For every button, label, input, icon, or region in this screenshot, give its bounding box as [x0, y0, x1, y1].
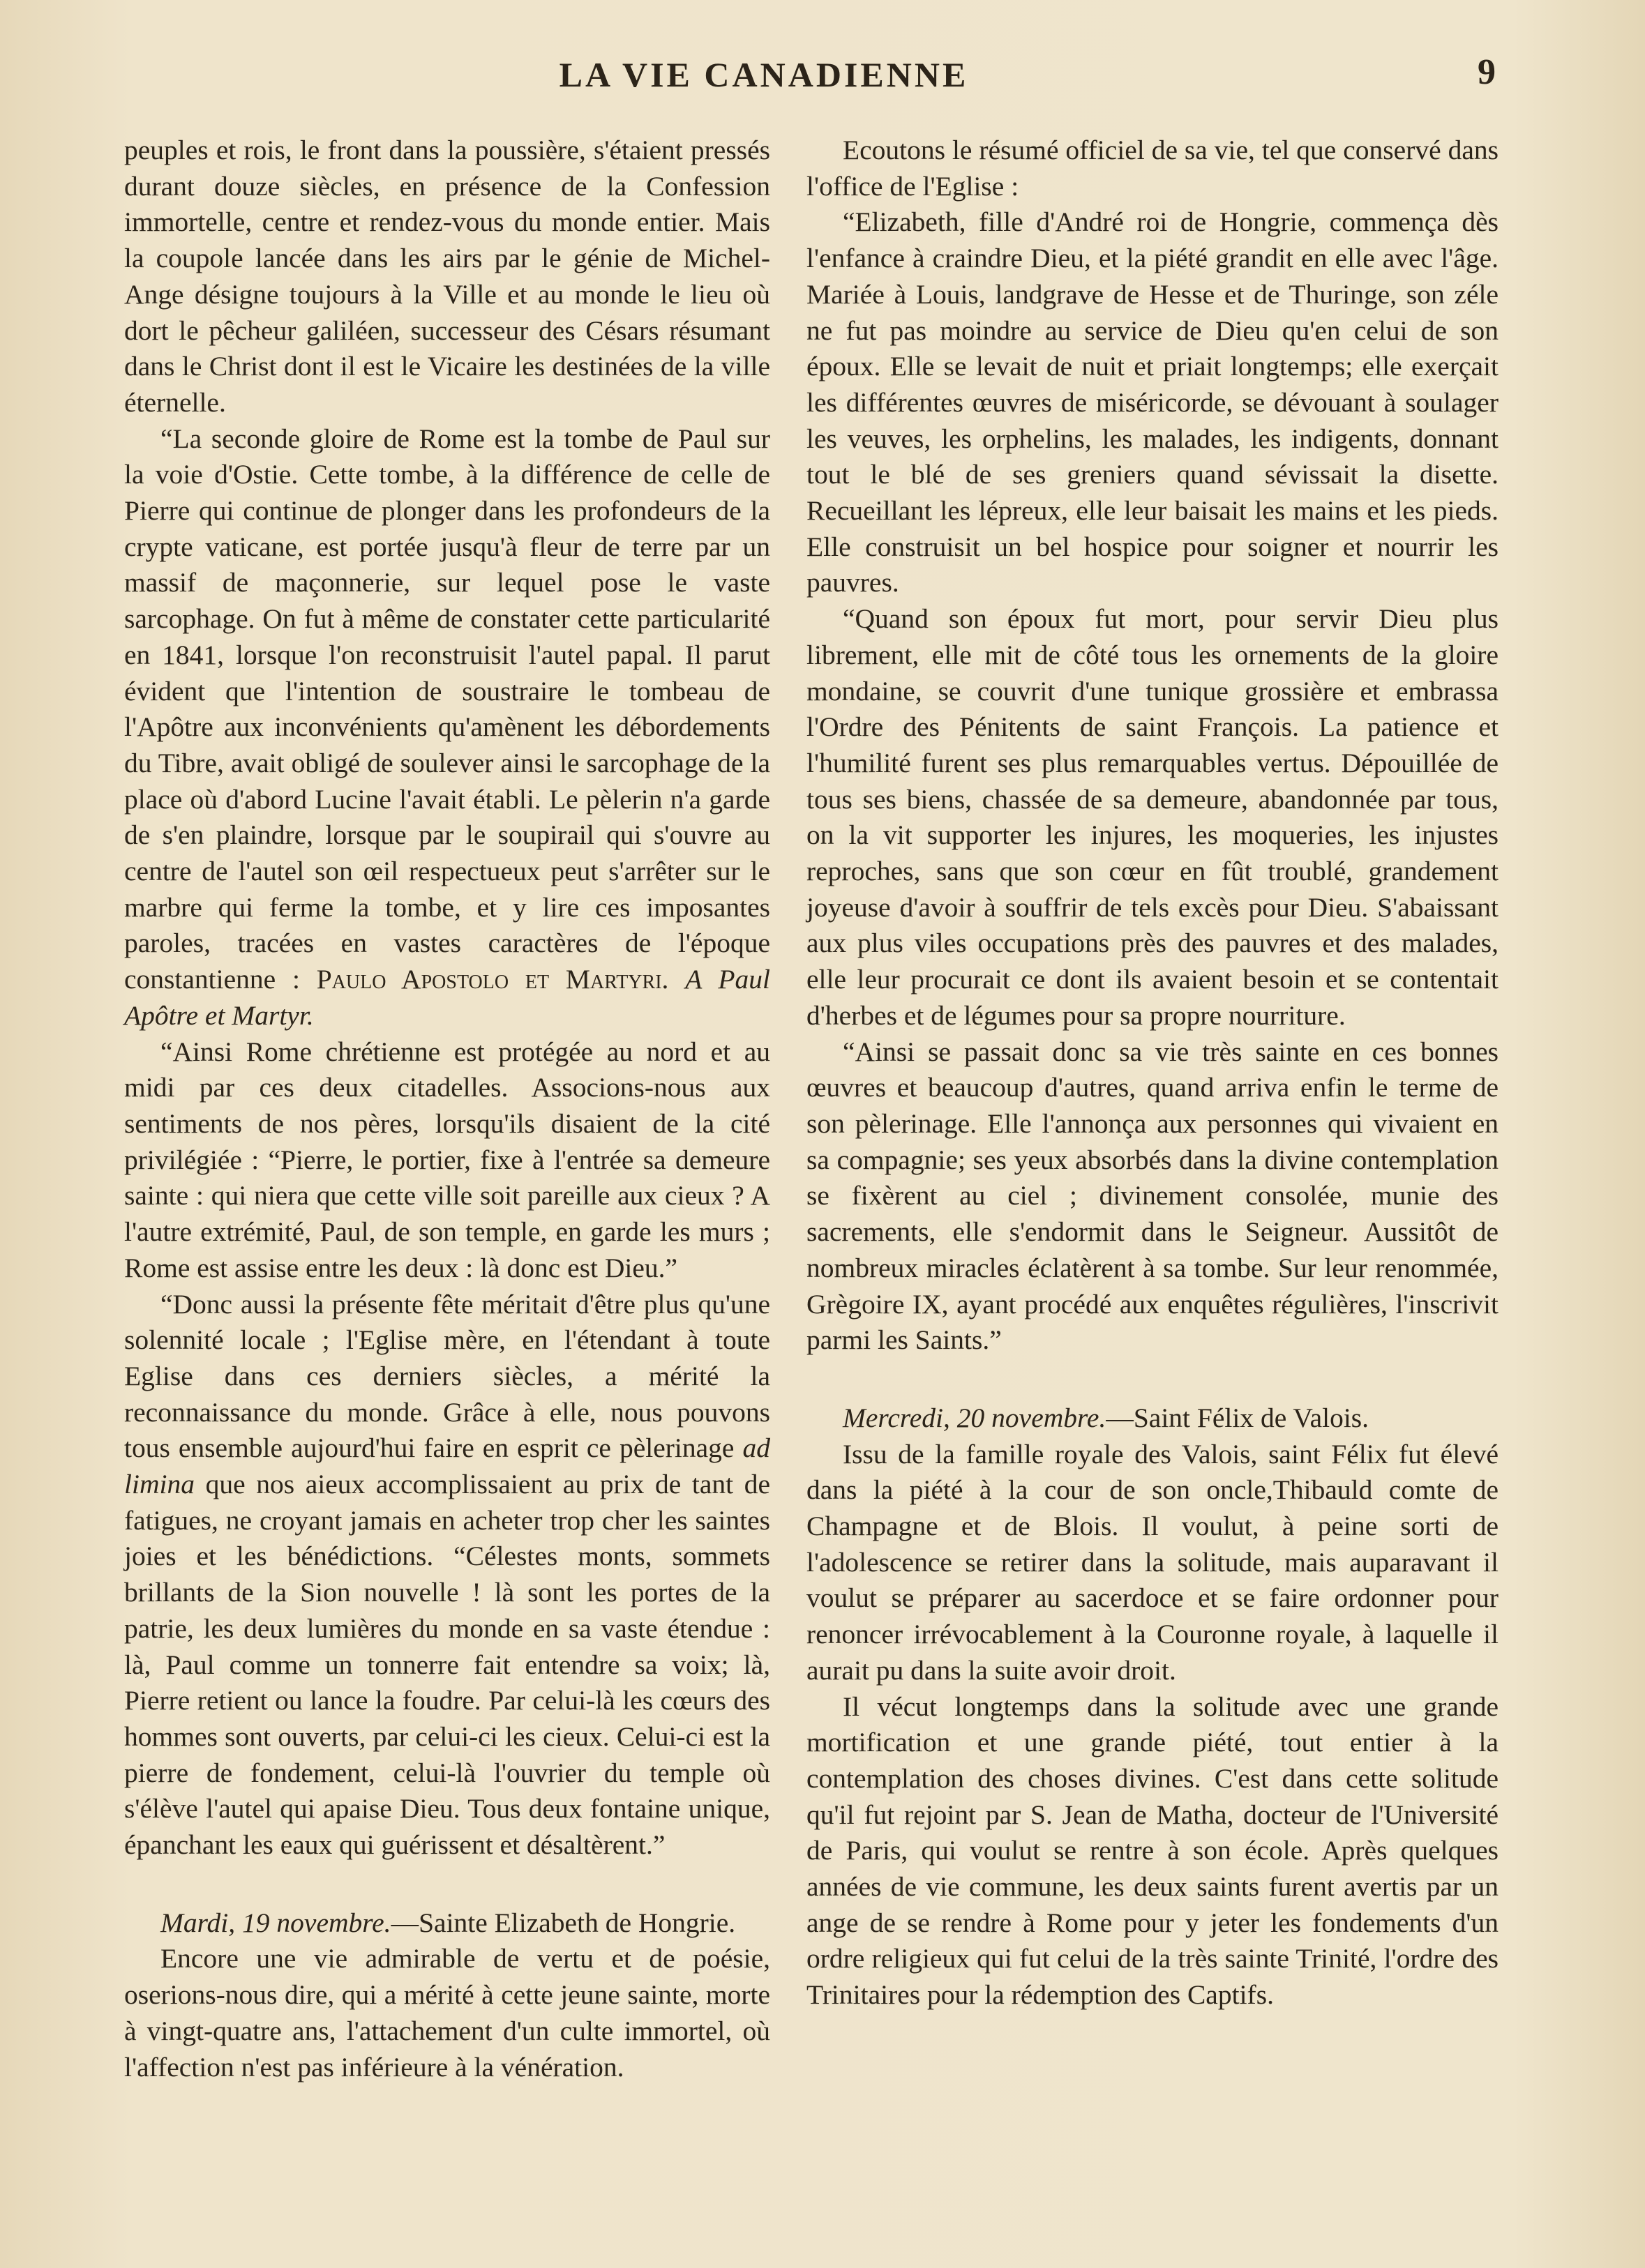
inscription-translation: A Paul Apôtre et Martyr. [124, 964, 770, 1031]
page-header [0, 54, 1645, 110]
paragraph-felix-origins: Issu de la famille royale des Valois, saint Félix fut élevé dans la piété à la cour de son oncle,Thibauld comte de Champagne et de Blois. Il voulut, à peine sorti de l'adolescence se retirer dans la solitude, mais auparavant il voulut se préparer au sacerdoce et se faire ordonner pour renoncer irrévocablement à la Couronne royale, à laquelle il aurait pu dans la suite avoir droit. [806, 1438, 1498, 1686]
paragraph-text: “La seconde gloire de Rome est la tombe de Paul sur la voie d'Ostie. Cette tombe, à la différence de celle de Pierre qui continue de plonger dans les profondeurs de la crypte vaticane, est portée jusqu'à fleur de terre par un massif de maçonnerie, sur lequel pose le vaste sarcophage. On fut à même de constater cette particularité en 1841, lorsque l'on reconstruisit l'autel papal. Il parut évident que l'intention de soustraire le tombeau de l'Apôtre aux inconvénients qu'amènent les débordements du Tibre, avait obligé de soulever ainsi le sarcophage de la place où d'abord Lucine l'avait établi. Le pèlerin n'a garde de s'en plaindre, lorsque par le soupirail qui s'ouvre au centre de l'autel son œil respectueux peut s'arrêter sur le marbre qui ferme la tombe, et y lire ces imposantes paroles, tracées en vastes caractères de l'époque constantienne : [124, 423, 770, 995]
feast-saint: —Saint Félix de Valois. [1106, 1402, 1369, 1433]
paragraph-elizabeth-widow: “Quand son époux fut mort, pour servir Dieu plus librement, elle mit de côté tous les ornements de la gloire mondaine, se couvrit d'une tunique grossière et embrassa l'Ordre des Pénitents de saint François. La patience et l'humilité furent ses plus remarquables vertus. Dépouillée de tous ses biens, chassée de sa demeure, abandonnée par tous, on la vit supporter les injures, les moqueries, les injustes reproches, sans que son cœur en fût troublé, grandement joyeuse d'avoir à souffrir de tels excès pour Dieu. S'abaissant aux plus viles occupations près des pauvres et des malades, elle leur procurait ce dont ils avaient besoin et se contentait d'herbes et de légumes pour sa propre nourriture. [806, 603, 1498, 1031]
paragraph-text: “Donc aussi la présente fête méritait d'être plus qu'une solennité locale ; l'Eglise mère, en l'étendant à toute Eglise dans ces derniers siècles, a mérité la reconnaissance du monde. Grâce à elle, nous pouvons tous ensemble aujourd'hui faire en esprit ce pèlerinage [124, 1288, 770, 1464]
paragraph-text: que nos aieux accomplissaient au prix de tant de fatigues, ne croyant jamais en acheter trop cher les saintes joies et les bénédictions. “Célestes monts, sommets brillants de la Sion nouvelle ! là sont les portes de la patrie, les deux lumières du monde en sa vaste étendue : là, Paul comme un tonnerre fait entendre sa voix; là, Pierre retient ou lance la foudre. Par celui-là les cœurs des hommes sont ouverts, par celui-ci les cieux. Celui-ci est la pierre de fondement, celui-là l'ouvrier du temple où s'élève l'autel qui apaise Dieu. Tous deux fontaine unique, épanchant les eaux qui guérissent et désaltèrent.” [124, 1469, 770, 1861]
paragraph-felix-solitude: Il vécut longtemps dans la solitude avec une grande mortification et une grande piété, tout entier à la contemplation des choses divines. C'est dans cette solitude qu'il fut rejoint par S. Jean de Matha, docteur de l'Université de Paris, qui voulut se rentre à son école. Après quelques années de vie commune, les deux saints furent avertis par un ange de se rendre à Rome pour y jeter les fondements d'un ordre religieux qui fut celui de la très sainte Trinité, l'ordre des Trinitaires pour la rédemption des Captifs. [806, 1691, 1498, 2011]
left-column [124, 133, 770, 2085]
latin-phrase: ad limina [124, 1432, 770, 1500]
paragraph-elizabeth-life: “Elizabeth, fille d'André roi de Hongrie, commença dès l'enfance à craindre Dieu, et la piété grandit en elle avec l'âge. Mariée à Louis, landgrave de Hesse et de Thuringe, son zéle ne fut pas moindre au service de Dieu qu'en celui de son époux. Elle se levait de nuit et priait longtemps; elle exerçait les différentes œuvres de miséricorde, se dévouant à soulager les veuves, les orphelins, les malades, les indigents, donnant tout le blé de ses greniers quand sévissait la disette. Recueillant les lépreux, elle leur baisait les mains et les pieds. Elle construisit un bel hospice pour soigner et nourrir les pauvres. [806, 206, 1498, 598]
paragraph-citadels: “Ainsi Rome chrétienne est protégée au nord et au midi par ces deux citadelles. Associons-nous aux sentiments de nos pères, lorsqu'ils disaient de la cité privilégiée : “Pierre, le portier, fixe à l'entrée sa demeure sainte : qui niera que cette ville soit pareille aux cieux ? A l'autre extrémité, Paul, de son temple, en garde les murs ; Rome est assise entre les deux : là donc est Dieu.” [124, 1036, 770, 1283]
paragraph-office: Ecoutons le résumé officiel de sa vie, tel que conservé dans l'office de l'Eglise : [806, 135, 1498, 202]
paragraph-feast [124, 1287, 770, 1863]
paragraph-continued: peuples et rois, le front dans la poussière, s'étaient pressés durant douze siècles, en présence de la Confession immortelle, centre et rendez-vous du monde entier. Mais la coupole lancée dans les airs par le génie de Michel-Ange désigne toujours à la Ville et au monde le lieu où dort le pêcheur galiléen, successeur des Césars résumant dans le Christ dont il est le Vicaire les destinées de la ville éternelle. [124, 135, 770, 418]
running-title: LA VIE CANADIENNE [559, 55, 969, 94]
paragraph-elizabeth-death: “Ainsi se passait donc sa vie très sainte en ces bonnes œuvres et beaucoup d'autres, quand arriva enfin le terme de son pèlerinage. Elle l'annonça aux personnes qui vivaient en sa compagnie; ses yeux absorbés dans la divine contemplation se fixèrent au ciel ; divinement consolée, munie des sacrements, elle s'endormit dans le Seigneur. Aussitôt de nombreux miracles éclatèrent à sa tombe. Sur leur renommée, Grègoire IX, ayant procédé aux enquêtes régulières, l'inscrivit parmi les Saints.” [806, 1036, 1498, 1356]
feast-saint: —Sainte Elizabeth de Hongrie. [391, 1907, 736, 1938]
right-column [806, 133, 1498, 2013]
feast-heading [124, 1905, 770, 1942]
paragraph-tomb-of-paul [124, 421, 770, 1034]
feast-date: Mercredi, 20 novembre. [843, 1402, 1106, 1433]
paragraph-elizabeth-intro: Encore une vie admirable de vertu et de poésie, oserions-nous dire, qui a mérité à cette jeune sainte, morte à vingt-quatre ans, l'attachement d'un culte immortel, où l'affection n'est pas inférieure à la vénération. [124, 1943, 770, 2082]
page-number: 9 [1478, 52, 1496, 92]
feast-heading [806, 1400, 1498, 1437]
feast-date: Mardi, 19 novembre. [160, 1907, 391, 1938]
latin-inscription: Paulo Apostolo et Martyri. [316, 964, 669, 995]
